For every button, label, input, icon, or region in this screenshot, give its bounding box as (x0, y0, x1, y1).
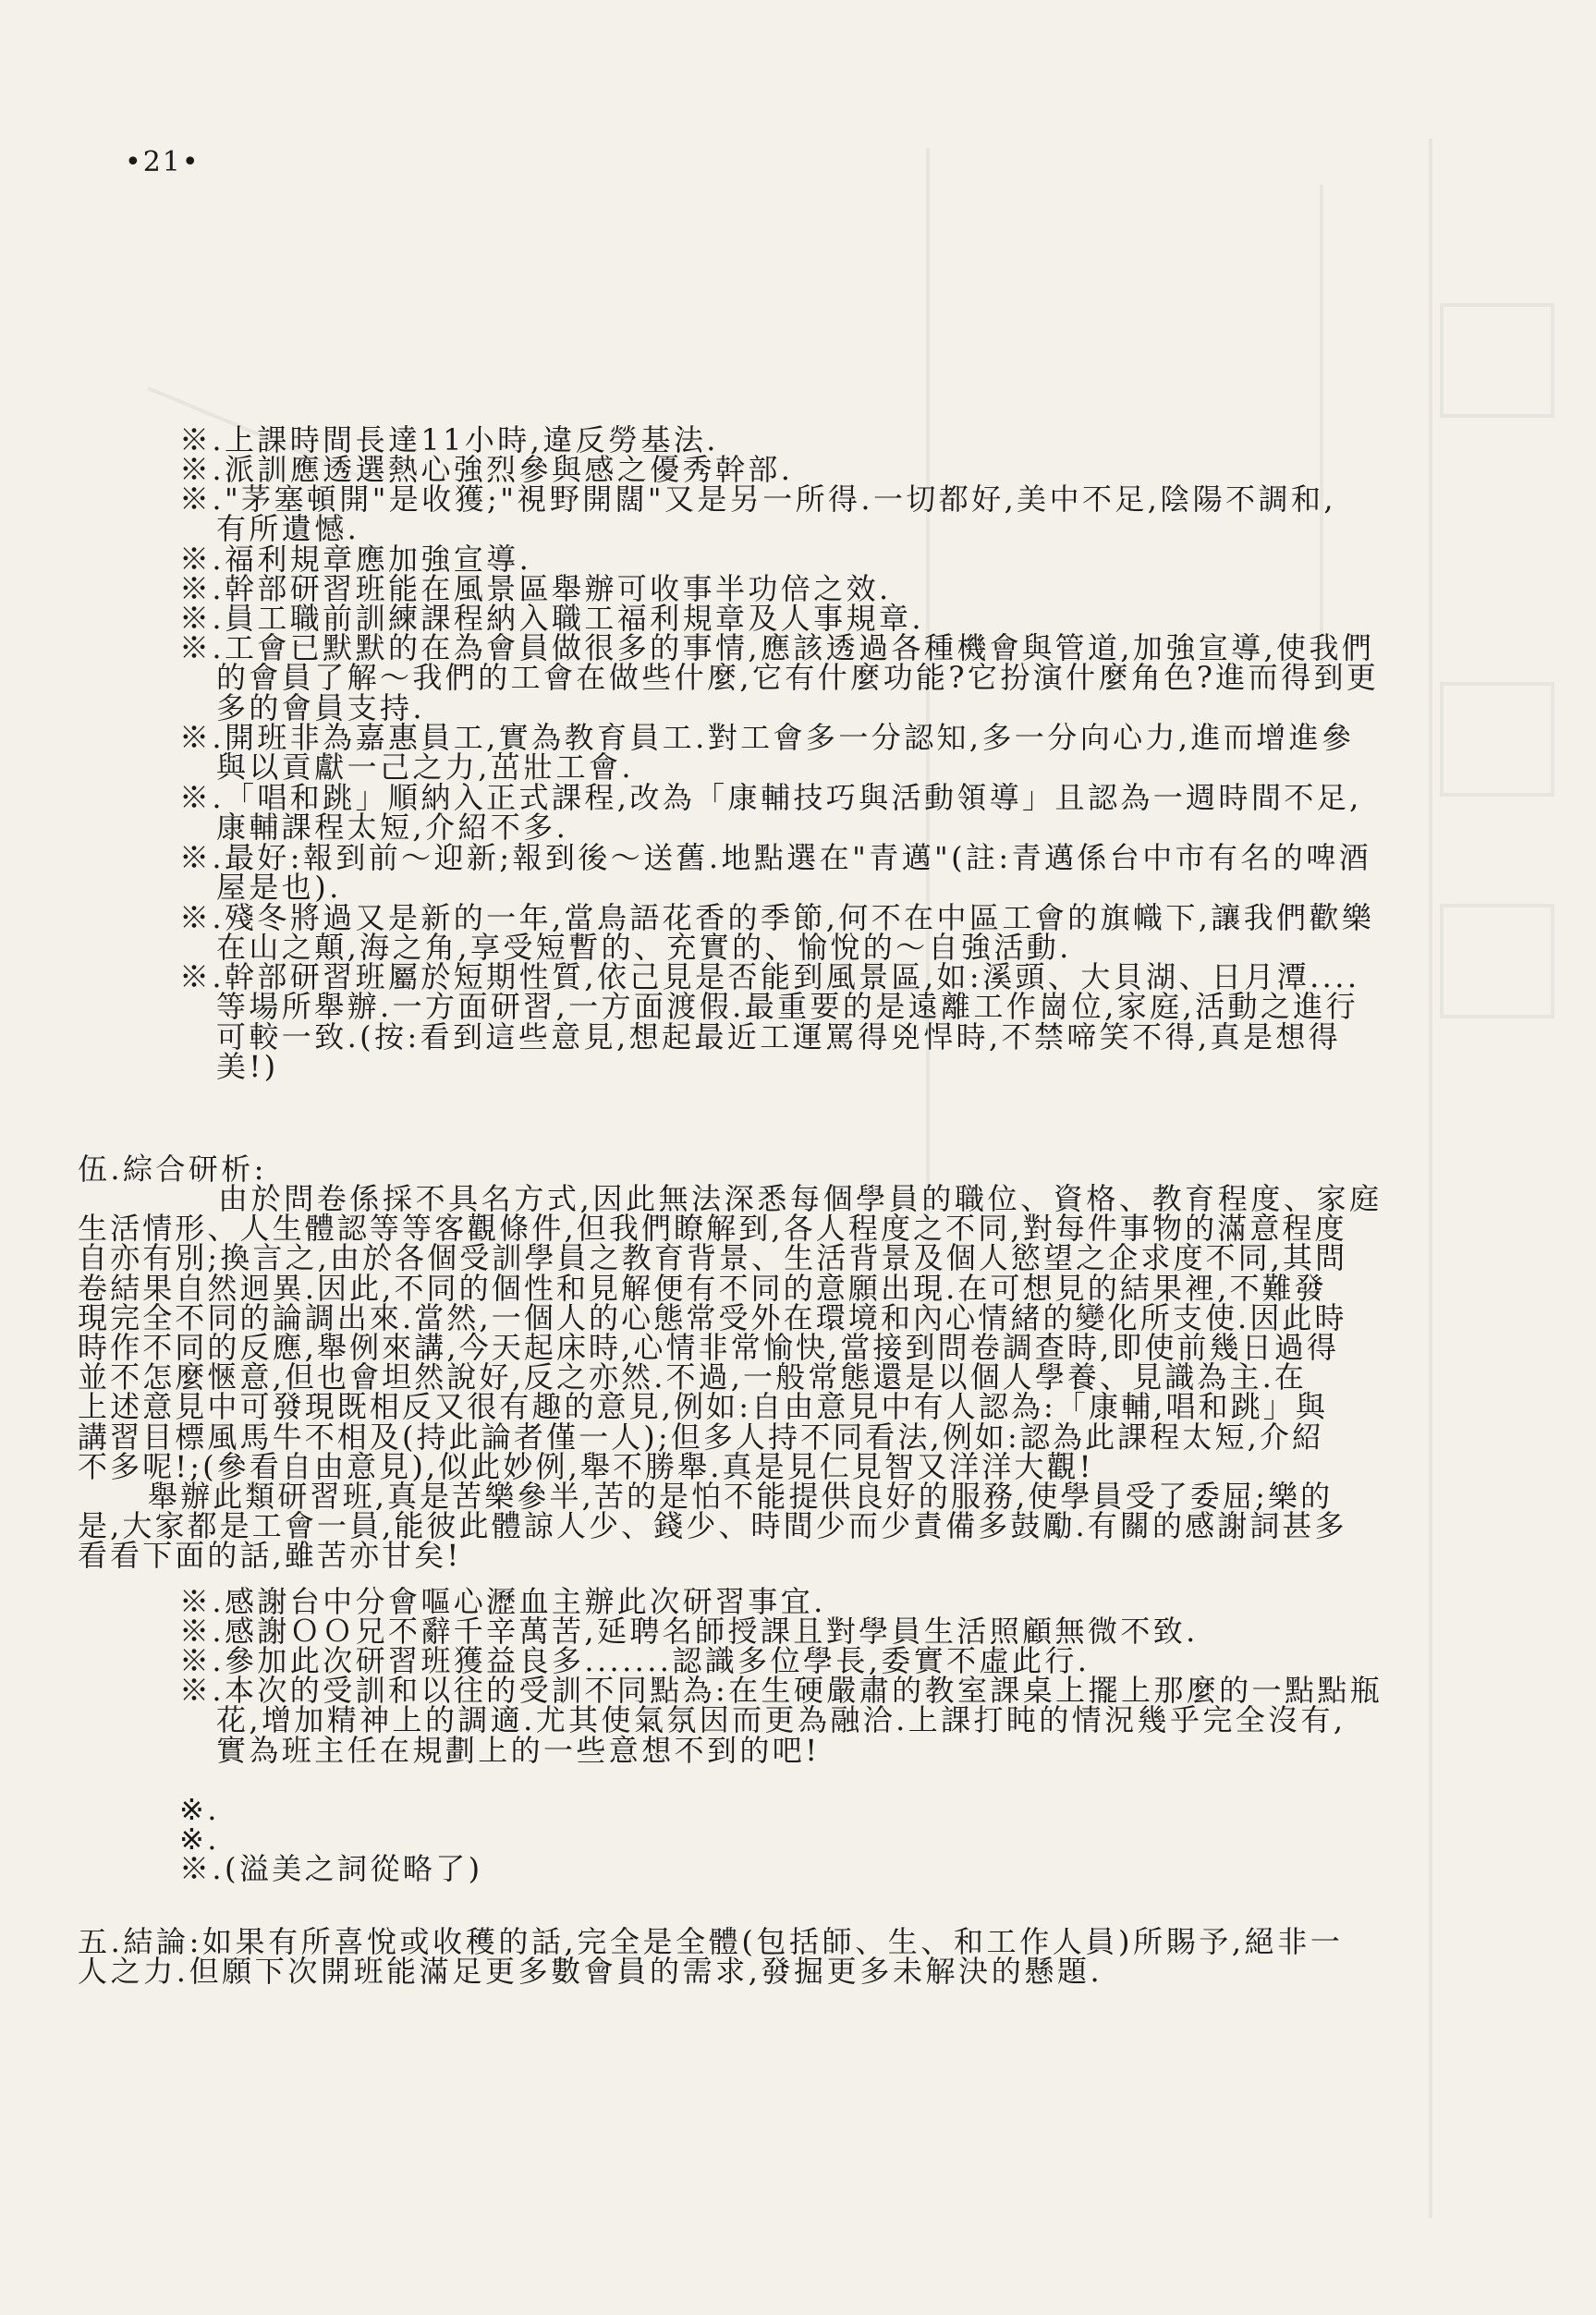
paragraph-line: 講習目標風馬牛不相及(持此論者僅一人);但多人持不同看法,例如:認為此課程太短,介紹 (78, 1419, 1325, 1455)
paragraph-line: 自亦有別;換言之,由於各個受訓學員之教育背景、生活背景及個人慾望之企求度不同,其問 (78, 1240, 1348, 1276)
conclusion-line: 人之力.但願下次開班能滿足更多數會員的需求,發掘更多未解決的懸題. (78, 1954, 1103, 1990)
list-item-line: ※.(溢美之詞從略了) (179, 1851, 483, 1886)
list-item-line: ※.本次的受訓和以往的受訓不同點為:在生硬嚴肅的教室課桌上擺上那麼的一點點瓶 (179, 1673, 1383, 1708)
paragraph-line: 上述意見中可發現既相反又很有趣的意見,例如:自由意見中有人認為:「康輔,唱和跳」與 (78, 1389, 1329, 1425)
list-item-line: 屋是也). (216, 870, 342, 906)
list-item-line: 與以貢獻一己之力,茁壯工會. (216, 749, 634, 786)
list-item-line: 多的會員支持. (216, 689, 425, 725)
list-item-line: ※.感謝台中分會嘔心瀝血主辦此次研習事宜. (179, 1584, 826, 1619)
list-item-line: 可較一致.(按:看到這些意見,想起最近工運罵得兇悍時,不禁啼笑不得,真是想得 (216, 1018, 1342, 1054)
list-item-line: ※.派訓應透選熱心強烈參與感之優秀幹部. (179, 452, 794, 487)
paragraph-line: 並不怎麼愜意,但也會坦然說好,反之亦然.不過,一般常態還是以個人學養、見識為主.在 (78, 1359, 1307, 1395)
paragraph-line: 看看下面的話,雖苦亦甘矣! (78, 1538, 462, 1574)
list-item-line: 實為班主任在規劃上的一些意想不到的吧! (216, 1732, 821, 1768)
list-item-line: 有所遺憾. (216, 511, 360, 547)
list-item-line: ※.幹部研習班屬於短期性質,依己見是否能到風景區,如:溪頭、大貝湖、日月潭.... (179, 959, 1360, 994)
list-item-line: 等場所舉辦.一方面研習,一方面渡假.最重要的是遠離工作崗位,家庭,活動之進行 (216, 989, 1359, 1025)
list-item-line: 在山之顛,海之角,享受短暫的、充實的、愉悅的～自強活動. (216, 930, 1072, 966)
paragraph-line: 不多呢!;(參看自由意見),似此妙例,舉不勝舉.真是見仁見智又洋洋大觀! (78, 1448, 1094, 1484)
conclusion-line: 五.結論:如果有所喜悅或收穫的話,完全是全體(包括師、生、和工作人員)所賜予,絕非一 (78, 1924, 1344, 1959)
list-item-line: ※. (179, 1792, 220, 1827)
list-item-line: ※.最好:報到前～迎新;報到後～送舊.地點選在"青邁"(註:青邁係台中市有名的啤酒 (179, 840, 1372, 875)
paragraph-line: 現完全不同的論調出來.當然,一個人的心態常受外在環境和內心情緒的變化所支使.因此時 (78, 1299, 1347, 1335)
list-item-line: 美!) (216, 1048, 279, 1084)
paragraph-line: 時作不同的反應,舉例來講,今天起床時,心情非常愉快,當接到問卷調查時,即使前幾日過得 (78, 1330, 1340, 1365)
list-item-line: ※.殘冬將過又是新的一年,當鳥語花香的季節,何不在中區工會的旗幟下,讓我們歡樂 (179, 900, 1375, 935)
list-item-line: ※. (179, 1822, 220, 1857)
paragraph-line: 由於問卷係採不具名方式,因此無法深悉每個學員的職位、資格、教育程度、家庭 (218, 1181, 1383, 1216)
list-item-line: ※.幹部研習班能在風景區舉辦可收事半功倍之效. (179, 571, 892, 606)
list-item-line: 康輔課程太短,介紹不多. (216, 810, 569, 846)
page-number: •21• (125, 146, 201, 178)
list-item-line: ※.員工職前訓練課程納入職工福利規章及人事規章. (179, 601, 924, 636)
list-item-line: ※.感謝ＯＯ兄不辭千辛萬苦,延聘名師授課且對學員生活照顧無微不致. (179, 1614, 1199, 1649)
list-item-line: ※.參加此次研習班獲益良多.......認識多位學長,委實不虛此行. (179, 1643, 1090, 1678)
list-item-line: ※.工會已默默的在為會員做很多的事情,應該透過各種機會與管道,加強宣導,使我們 (179, 630, 1375, 665)
paragraph-line: 舉辦此類研習班,真是苦樂參半,苦的是怕不能提供良好的服務,使學員受了委屈;樂的 (148, 1479, 1334, 1514)
list-item-line: ※.「唱和跳」順納入正式課程,改為「康輔技巧與活動領導」且認為一週時間不足, (179, 780, 1362, 815)
list-item-line: ※.上課時間長達11小時,違反勞基法. (179, 422, 719, 457)
list-item-line: 的會員了解～我們的工會在做些什麼,它有什麼功能?它扮演什麼角色?進而得到更 (216, 660, 1380, 696)
section-heading: 伍.綜合研析: (78, 1151, 267, 1187)
list-item-line: ※.福利規章應加強宣導. (179, 542, 532, 577)
list-item-line: ※."茅塞頓開"是收獲;"視野開闊"又是另一所得.一切都好,美中不足,陰陽不調和, (179, 481, 1336, 517)
list-item-line: ※.開班非為嘉惠員工,實為教育員工.對工會多一分認知,多一分向心力,進而增進參 (179, 720, 1355, 755)
list-item-line: 花,增加精神上的調適.尤其使氣氛因而更為融洽.上課打盹的情況幾乎完全沒有, (216, 1702, 1346, 1738)
paragraph-line: 生活情形、人生體認等等客觀條件,但我們瞭解到,各人程度之不同,對每件事物的滿意程度 (78, 1211, 1347, 1247)
paragraph-line: 卷結果自然迥異.因此,不同的個性和見解便有不同的意願出現.在可想見的結果裡,不難發 (78, 1270, 1327, 1306)
paragraph-line: 是,大家都是工會一員,能彼此體諒人少、錢少、時間少而少責備多鼓勵.有關的感謝詞甚多 (78, 1508, 1347, 1544)
